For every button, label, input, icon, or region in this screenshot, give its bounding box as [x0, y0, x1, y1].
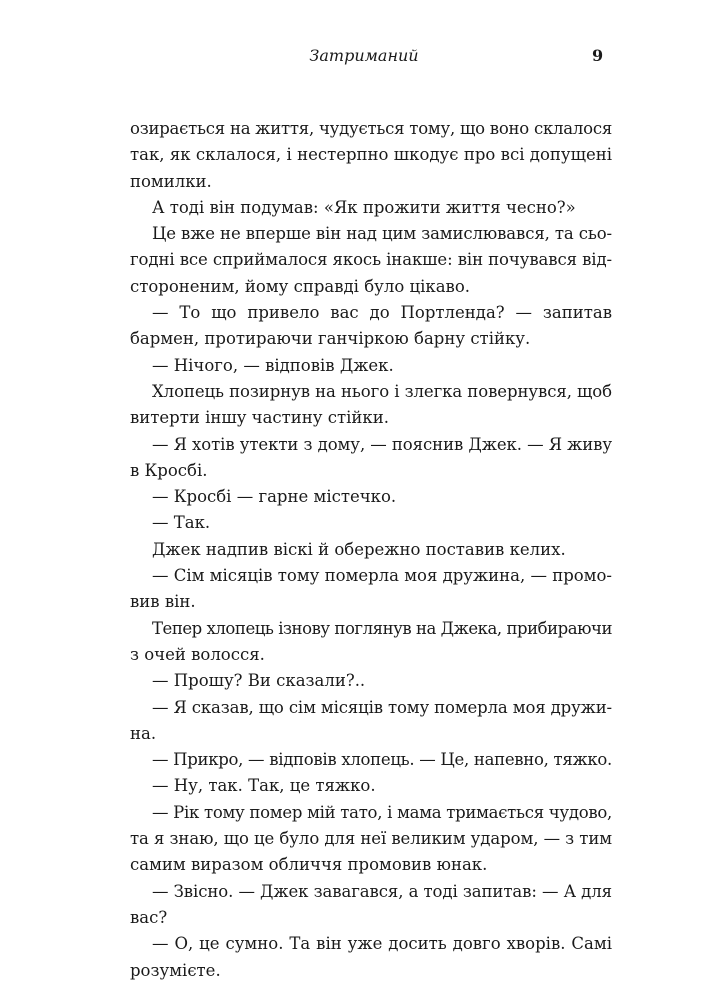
text-line: вас?: [130, 907, 168, 927]
text-line: з очей волосся.: [130, 644, 265, 664]
text-line: — Рік тому помер мій тато, і мама тримається чудово,: [152, 802, 612, 822]
text-line: — Ну, так. Так, це тяжко.: [152, 776, 376, 796]
text-line: — Прикро, — відповів хлопець. — Це, напевно, тяжко.: [152, 750, 612, 770]
text-line: — Кросбі — гарне містечко.: [152, 487, 397, 507]
text-line: та я знаю, що це було для неї великим ударом, — з тим: [130, 829, 613, 849]
text-line: витерти іншу частину стійки.: [130, 408, 389, 428]
text-line: бармен, протираючи ганчіркою барну стійку.: [130, 329, 531, 349]
text-line: так, як склалося, і нестерпно шкодує про всі допущені: [130, 145, 612, 165]
text-line: Хлопець позирнув на нього і злегка повернувся, щоб: [152, 381, 612, 401]
text-line: розумієте.: [130, 960, 221, 980]
text-line: в Кросбі.: [130, 460, 208, 480]
text-line: Це вже не вперше він над цим замислювався, та сьо-: [152, 224, 612, 244]
body-text: [130, 116, 612, 984]
text-line: — Так.: [152, 513, 211, 533]
text-line: на.: [130, 723, 157, 743]
text-line: помилки.: [130, 171, 212, 191]
text-line: годні все сприймалося якось інакше: він почувався від-: [130, 250, 612, 270]
text-line: — О, це сумно. Та він уже досить довго хворів. Самі: [152, 934, 612, 954]
text-line: А тоді він подумав: «Як прожити життя чесно?»: [152, 197, 576, 217]
text-line: стороненим, йому справді було цікаво.: [130, 276, 471, 296]
text-line: озирається на життя, чудується тому, що воно склалося: [130, 119, 612, 138]
running-title: Затриманий: [309, 46, 419, 65]
text-line: — То що привело вас до Портленда? — запитав: [152, 303, 612, 323]
page-number: 9: [592, 46, 604, 65]
text-line: — Сім місяців тому померла моя дружина, — промо-: [152, 566, 612, 586]
text-line: вив він.: [130, 592, 196, 612]
text-line: — Я сказав, що сім місяців тому померла моя дружи-: [152, 697, 612, 717]
text-line: — Я хотів утекти з дому, — пояснив Джек. — Я живу: [152, 434, 612, 454]
text-line: самим виразом обличчя промовив юнак.: [130, 855, 488, 875]
text-line: — Звісно. — Джек завагався, а тоді запитав: — А для: [152, 881, 612, 901]
text-line: Тепер хлопець ізнову поглянув на Джека, прибираючи: [152, 618, 612, 638]
text-line: Джек надпив віскі й обережно поставив келих.: [152, 539, 566, 559]
text-line: — Прошу? Ви сказали?..: [152, 671, 366, 691]
text-line: — Нічого, — відповів Джек.: [152, 355, 394, 375]
